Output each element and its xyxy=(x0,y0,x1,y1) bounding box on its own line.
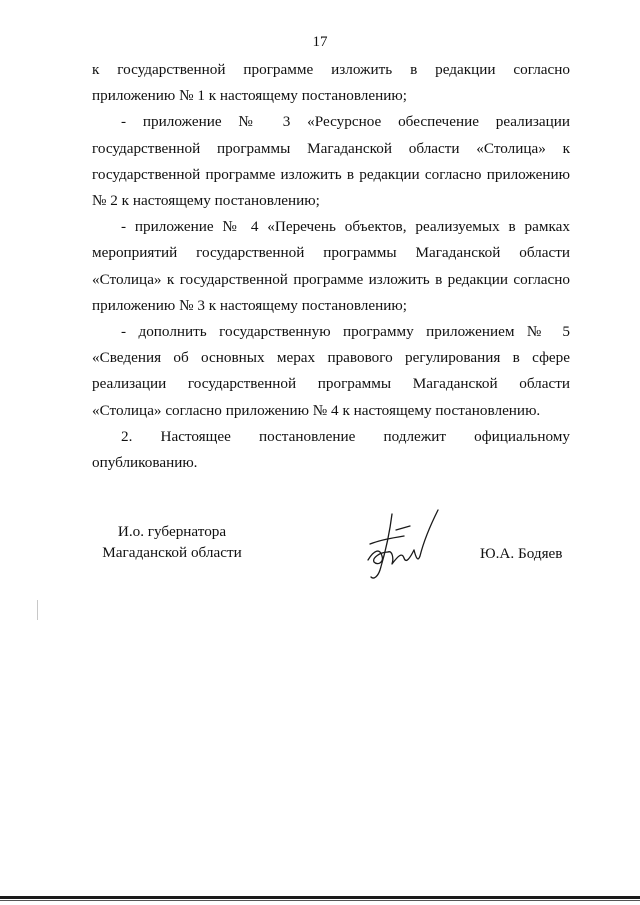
document-body xyxy=(92,57,570,476)
scan-margin-mark xyxy=(37,600,38,620)
signer-title xyxy=(92,521,252,563)
handwritten-signature-icon xyxy=(340,500,460,590)
paragraph-appendix-4: - приложение № 4 «Перечень объектов, реализуемых в рамках мероприятий государственной программы Магаданской области «Столица» к государственной программе изложить в редакции согласно приложению № 3 к настоящему постановлению; xyxy=(92,218,570,314)
scan-bottom-edge-shadow xyxy=(0,900,640,901)
paragraph-continuation: к государственной программе изложить в редакции согласно приложению № 1 к настоящему постановлению; xyxy=(92,61,570,105)
signer-name: Ю.А. Бодяев xyxy=(480,545,563,562)
paragraph-publication: 2. Настоящее постановление подлежит официальному опубликованию. xyxy=(92,427,570,472)
scan-bottom-edge xyxy=(0,896,640,899)
paragraph-appendix-5: - дополнить государственную программу приложением № 5 «Сведения об основных мерах правового регулирования в сфере реализации государственной программы Магаданской области «Столица» согласно приложению № 4 к настоящему постановлению. xyxy=(92,323,570,419)
paragraph-appendix-3: - приложение № 3 «Ресурсное обеспечение реализации государственной программы Магаданской области «Столица» к государственной программе изложить в редакции согласно приложению № 2 к настоящему постановлению; xyxy=(92,113,570,210)
signer-title-line1: И.о. губернатора xyxy=(117,523,227,540)
page-number: 17 xyxy=(312,34,328,50)
signer-title-line2: Магаданской области xyxy=(102,544,242,561)
